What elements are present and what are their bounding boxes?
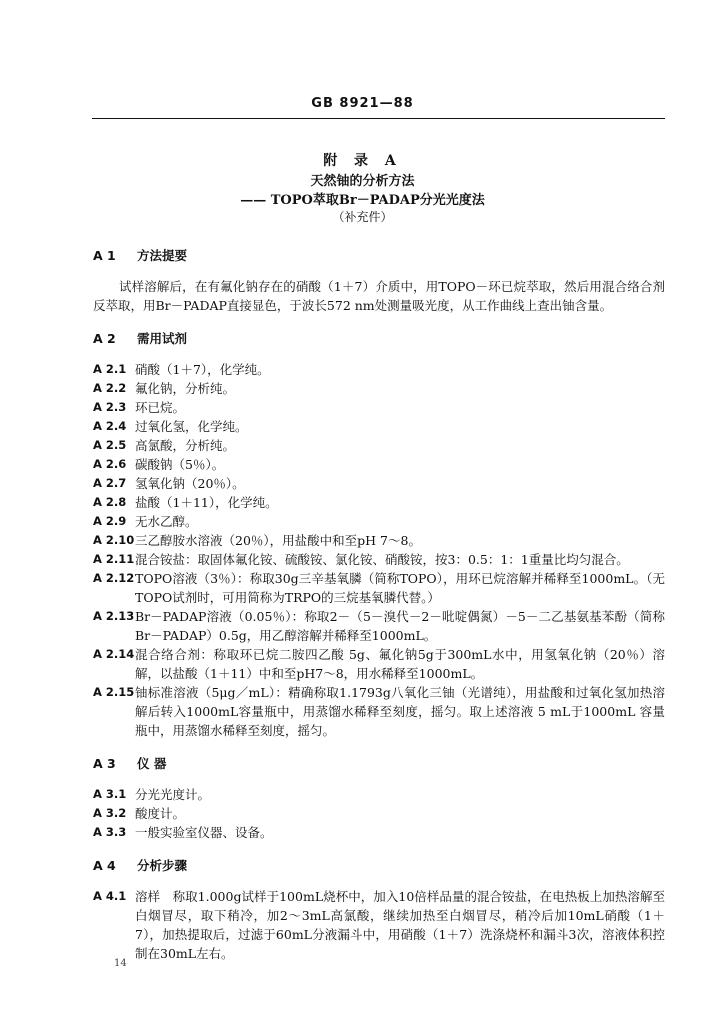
list-item — [93, 607, 665, 645]
item-number: A 2.8 — [93, 495, 127, 509]
item-number: A 2.6 — [93, 457, 127, 471]
procedure-list — [93, 887, 665, 963]
appendix-subtitle: —— TOPO萃取Br－PADAP分光光度法 — [240, 193, 485, 208]
page-number: 14 — [114, 958, 127, 969]
section-a1-text: 试样溶解后，在有氟化钠存在的硝酸（1＋7）介质中，用TOPO－环已烷萃取，然后用混合络合剂反萃取，用Br－PADAP直接显色，于波长572 nm处测量吸光度，从工作曲线上查出铀含量。 — [93, 279, 665, 313]
item-number: A 2.11 — [93, 552, 135, 566]
document-body — [93, 246, 665, 977]
item-text: 高氯酸，分析纯。 — [135, 438, 236, 453]
list-item — [93, 645, 665, 683]
section-heading-a1 — [93, 246, 665, 265]
item-number: A 2.3 — [93, 400, 127, 414]
list-item — [93, 360, 665, 379]
list-item — [93, 887, 665, 963]
list-item — [93, 379, 665, 398]
reagent-list — [93, 360, 665, 740]
item-text: Br－PADAP溶液（0.05％）：称取2－（5－溴代－2－吡啶偶氮）－5－二乙基氨基苯酚（简称Br－PADAP）0.5g，用乙醇溶解并稀释至1000mL。 — [135, 609, 665, 643]
item-text: 氟化钠，分析纯。 — [135, 381, 236, 396]
list-item — [93, 569, 665, 607]
section-number: A 1 — [93, 248, 116, 263]
item-text: 氢氧化钠（20％）。 — [135, 476, 245, 491]
section-heading-a3 — [93, 754, 665, 773]
item-text: 混合铵盐：取固体氟化铵、硫酸铵、氯化铵、硝酸铵，按3：0.5：1：1重量比均匀混合。 — [135, 552, 629, 567]
section-title: 仪 器 — [137, 756, 167, 771]
item-text: 分光光度计。 — [135, 787, 211, 802]
section-number: A 3 — [93, 756, 116, 771]
list-item — [93, 512, 665, 531]
list-item — [93, 398, 665, 417]
item-number: A 2.4 — [93, 419, 127, 433]
section-heading-a2 — [93, 329, 665, 348]
item-number: A 3.2 — [93, 806, 127, 820]
item-text: TOPO溶液（3％）：称取30g三辛基氧膦（简称TOPO），用环已烷溶解并稀释至1000mL。（无TOPO试剂时，可用简称为TRPO的三烷基氧膦代替。） — [135, 571, 665, 605]
item-text: 过氧化氢，化学纯。 — [135, 419, 248, 434]
item-text: 酸度计。 — [135, 806, 186, 821]
list-item — [93, 455, 665, 474]
section-title: 需用试剂 — [137, 331, 188, 346]
item-number: A 3.3 — [93, 825, 127, 839]
list-item — [93, 474, 665, 493]
section-heading-a4 — [93, 856, 665, 875]
list-item — [93, 493, 665, 512]
list-item — [93, 417, 665, 436]
item-text: 溶样 称取1.000g试样于100mL烧杯中，加入10倍样品量的混合铵盐，在电热板上加热溶解至白烟冒尽，取下稍冷，加2～3mL高氯酸，继续加热至白烟冒尽，稍冷后加10mL硝酸（1＋7），加热提取后，过滤于60mL分液漏斗中，用硝酸（1＋7）洗涤烧杯和漏斗3次，溶液体积控制在30mL左右。 — [135, 889, 665, 961]
instrument-list — [93, 785, 665, 842]
appendix-title: 天然铀的分析方法 — [310, 174, 415, 189]
header-rule — [92, 118, 665, 119]
item-number: A 2.9 — [93, 514, 127, 528]
appendix-label: 附 录 A — [323, 153, 402, 169]
item-number: A 2.5 — [93, 438, 127, 452]
item-number: A 3.1 — [93, 787, 127, 801]
list-item — [93, 436, 665, 455]
item-text: 盐酸（1＋11），化学纯。 — [135, 495, 278, 510]
item-text: 硝酸（1＋7），化学纯。 — [135, 362, 270, 377]
list-item — [93, 550, 665, 569]
item-number: A 2.15 — [93, 685, 135, 699]
section-number: A 4 — [93, 858, 116, 873]
item-number: A 2.12 — [93, 571, 135, 585]
item-number: A 2.2 — [93, 381, 127, 395]
list-item — [93, 823, 665, 842]
section-title: 分析步骤 — [137, 858, 188, 873]
list-item — [93, 531, 665, 550]
item-number: A 2.14 — [93, 647, 135, 661]
item-number: A 2.10 — [93, 533, 135, 547]
appendix-note: （补充件） — [332, 210, 393, 224]
section-number: A 2 — [93, 331, 116, 346]
item-text: 环已烷。 — [135, 400, 186, 415]
standard-number: GB 8921—88 — [311, 96, 414, 111]
item-text: 三乙醇胺水溶液（20％），用盐酸中和至pH 7～8。 — [135, 533, 421, 548]
item-text: 一般实验室仪器、设备。 — [135, 825, 273, 840]
item-number: A 2.1 — [93, 362, 127, 376]
item-number: A 2.13 — [93, 609, 135, 623]
item-text: 铀标准溶液（5μg／mL）：精确称取1.1793g八氧化三铀（光谱纯），用盐酸和过氧化氢加热溶解后转入1000mL容量瓶中，用蒸馏水稀释至刻度，摇匀。取上述溶液 5 mL于1000mL 容量瓶中，用蒸馏水稀释至刻度，摇匀。 — [135, 685, 665, 738]
item-text: 混合络合剂：称取环已烷二胺四乙酸 5g、氟化钠5g于300mL水中，用氢氧化钠（20％）溶解，以盐酸（1＋11）中和至pH7～8，用水稀释至1000mL。 — [135, 647, 665, 681]
item-text: 碳酸钠（5％）。 — [135, 457, 225, 472]
list-item — [93, 804, 665, 823]
list-item — [93, 683, 665, 740]
section-title: 方法提要 — [137, 248, 188, 263]
item-number: A 2.7 — [93, 476, 127, 490]
item-number: A 4.1 — [93, 889, 127, 903]
list-item — [93, 785, 665, 804]
item-text: 无水乙醇。 — [135, 514, 198, 529]
